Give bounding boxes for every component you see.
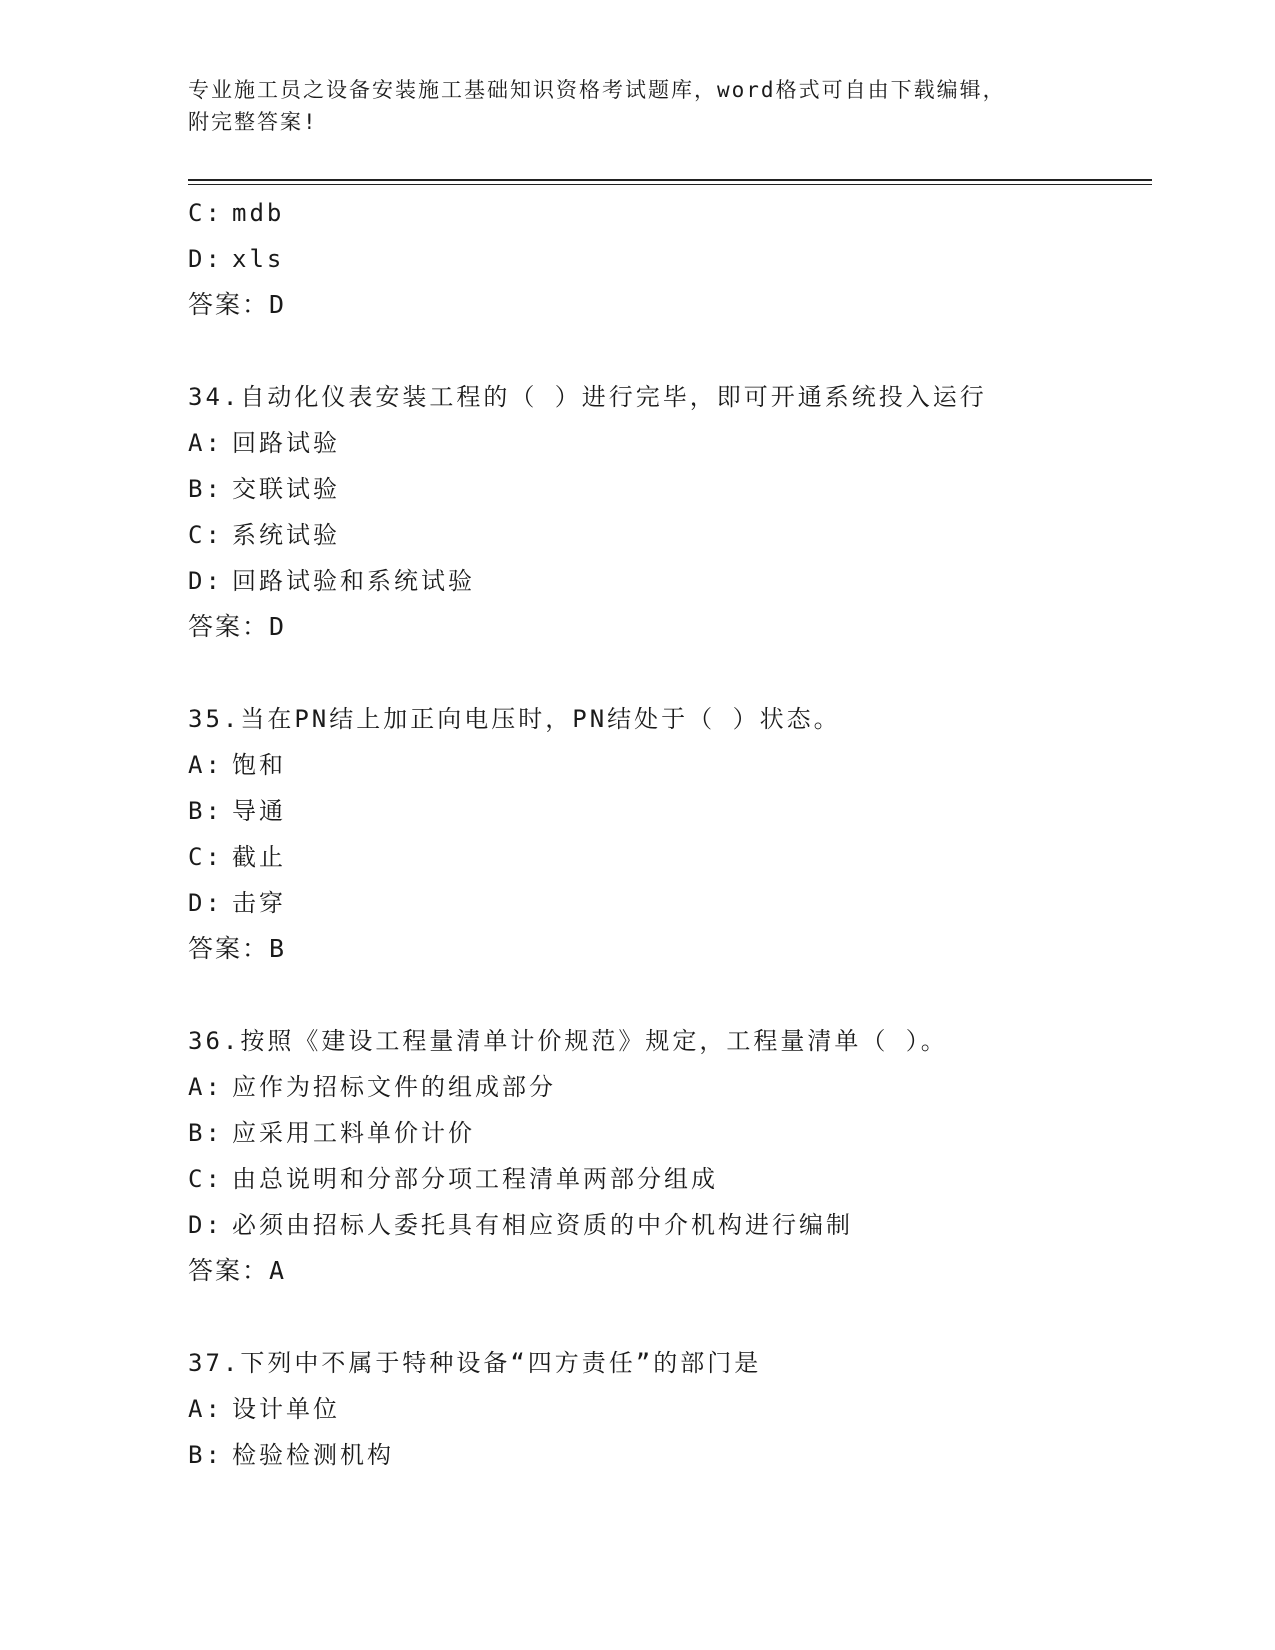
option-a (188, 420, 1148, 466)
answer: 答案：B (188, 934, 287, 963)
option-c (188, 834, 1148, 880)
option-b (188, 466, 1148, 512)
option-text: 应采用工料单价计价 (232, 1119, 475, 1147)
question-stem: 34.自动化仪表安装工程的（ ）进行完毕，即可开通系统投入运行 (188, 383, 987, 411)
option-key: B: (188, 475, 223, 503)
option-text: 回路试验 (232, 429, 340, 457)
option-text: xls (232, 245, 285, 273)
option-text: 回路试验和系统试验 (232, 567, 475, 595)
option-key: C: (188, 1165, 223, 1193)
option-b (188, 1110, 1148, 1156)
question-stem: 35.当在PN结上加正向电压时，PN结处于（ ）状态。 (188, 705, 841, 733)
option-d (188, 880, 1148, 926)
option-key: A: (188, 1073, 223, 1101)
option-key: D: (188, 889, 223, 917)
option-d (188, 558, 1148, 604)
answer: 答案：A (188, 1256, 287, 1285)
option-c (188, 512, 1148, 558)
option-key: B: (188, 797, 223, 825)
option-key: D: (188, 567, 223, 595)
question-37 (188, 1340, 1148, 1478)
option-key: C: (188, 843, 223, 871)
option-d (188, 1202, 1148, 1248)
question-33-continued (188, 190, 1148, 328)
answer: 答案：D (188, 612, 287, 641)
option-text: 导通 (232, 797, 286, 825)
option-d (188, 236, 1148, 282)
option-c (188, 190, 1148, 236)
option-key: B: (188, 1441, 223, 1469)
option-text: 必须由招标人委托具有相应资质的中介机构进行编制 (232, 1211, 853, 1239)
option-text: 由总说明和分部分项工程清单两部分组成 (232, 1165, 718, 1193)
option-text: mdb (232, 199, 285, 227)
option-key: A: (188, 1395, 223, 1423)
question-stem: 37.下列中不属于特种设备“四方责任”的部门是 (188, 1349, 762, 1377)
option-text: 饱和 (232, 751, 286, 779)
option-text: 应作为招标文件的组成部分 (232, 1073, 556, 1101)
option-key: A: (188, 751, 223, 779)
header-divider-thick (188, 179, 1152, 181)
option-b (188, 1432, 1148, 1478)
option-text: 交联试验 (232, 475, 340, 503)
option-text: 截止 (232, 843, 286, 871)
option-key: A: (188, 429, 223, 457)
header-line-2: 附完整答案! (188, 110, 318, 134)
header-line-1: 专业施工员之设备安装施工基础知识资格考试题库，word格式可自由下载编辑， (188, 78, 1006, 102)
option-a (188, 742, 1148, 788)
answer: 答案：D (188, 290, 287, 319)
question-stem: 36.按照《建设工程量清单计价规范》规定，工程量清单（ ）。 (188, 1027, 948, 1055)
option-text: 检验检测机构 (232, 1441, 394, 1469)
document-header (188, 74, 1088, 138)
option-a (188, 1386, 1148, 1432)
question-35 (188, 696, 1148, 972)
question-list (188, 190, 1148, 1478)
option-a (188, 1064, 1148, 1110)
option-key: C: (188, 521, 223, 549)
option-c (188, 1156, 1148, 1202)
option-text: 设计单位 (232, 1395, 340, 1423)
option-b (188, 788, 1148, 834)
header-divider-thin (188, 184, 1152, 185)
option-key: B: (188, 1119, 223, 1147)
option-key: C: (188, 199, 223, 227)
option-key: D: (188, 245, 223, 273)
question-36 (188, 1018, 1148, 1294)
question-34 (188, 374, 1148, 650)
option-text: 击穿 (232, 889, 286, 917)
option-key: D: (188, 1211, 223, 1239)
option-text: 系统试验 (232, 521, 340, 549)
